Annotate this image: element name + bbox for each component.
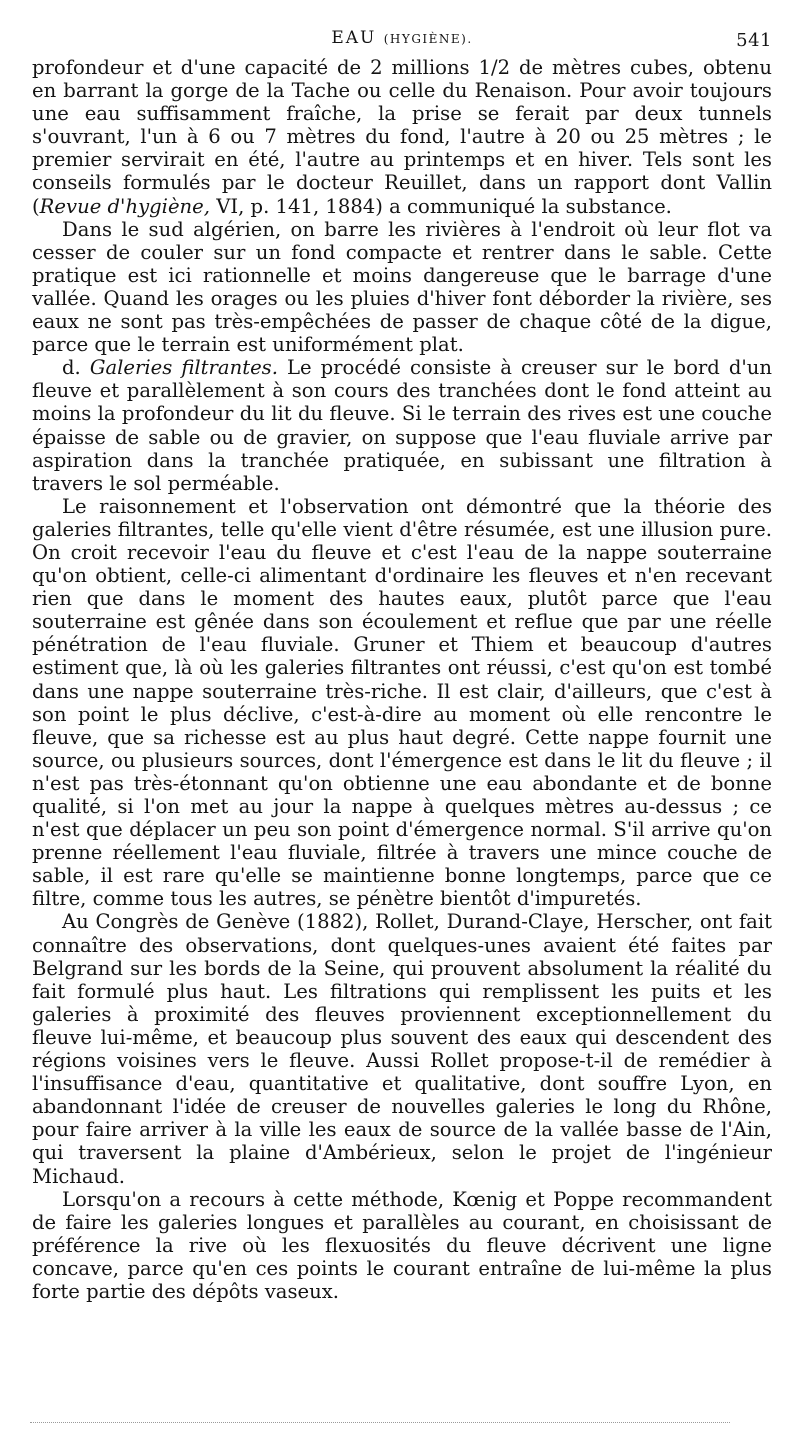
paragraph-text: Lorsqu'on a recours à cette méthode, Kœnig et Poppe recommandent de faire les galeries longues et parallèles au courant, en choisissant de préférence la rive où les flexuosités du fleuve décrivent une ligne concave, parce qu'en ces points le courant entraîne de lui-même la plus forte partie des dépôts vaseux. — [32, 1187, 772, 1303]
paragraph-sud-algerien — [32, 218, 772, 357]
paragraph-text-after: VI, p. 141, 1884) a communiqué la substance. — [209, 194, 672, 218]
header-title: EAU — [331, 28, 377, 48]
journal-title: Revue d'hygiène, — [39, 194, 210, 218]
body-text — [32, 56, 772, 1303]
page-number: 541 — [736, 30, 772, 51]
paragraph-congres-geneve — [32, 910, 772, 1187]
section-label: d. — [62, 356, 81, 380]
paragraph-galeries-filtrantes — [32, 356, 772, 495]
paragraph-raisonnement — [32, 495, 772, 911]
paragraph-text: Au Congrès de Genève (1882), Rollet, Durand-Claye, Herscher, ont fait connaître des observations, dont quelques-unes avaient été faites par Belgrand sur les bords de la Seine, qui prouvent absolument la réalité du fait formulé plus haut. Les filtrations qui remplissent les puits et les galeries à proximité des fleuves proviennent exceptionnellement du fleuve lui-même, et beaucoup plus souvent des eaux qui descendent des régions voisines vers le fleuve. Aussi Rollet propose-t-il de remédier à l'insuffisance d'eau, quantitative et qualitative, dont souffre Lyon, en abandonnant l'idée de creuser de nouvelles galeries le long du Rhône, pour faire arriver à la ville les eaux de source de la vallée basse de l'Ain, qui traversent la plaine d'Ambérieux, selon le projet de l'ingénieur Michaud. — [32, 910, 772, 1188]
header-subtitle: (HYGIÈNE). — [383, 32, 473, 46]
paragraph-continuation — [32, 56, 772, 218]
paragraph-text: Le procédé consiste à creuser sur le bord d'un fleuve et parallèlement à son cours des tranchées dont le fond atteint au moins la profondeur du lit du fleuve. Si le terrain des rives est une couche épaisse de sable ou de gravier, on suppose que l'eau fluviale arrive par aspiration dans la tranchée pratiquée, en subissant une filtration à travers le sol perméable. — [32, 356, 772, 495]
paragraph-text: profondeur et d'une capacité de 2 millions 1/2 de mètres cubes, obtenu en barrant la gorge de la Tache ou celle du Renaison. Pour avoir toujours une eau suffisamment fraîche, la prise se ferait par deux tunnels s'ouvrant, l'un à 6 ou 7 mètres du fond, l'autre à 20 ou 25 mètres ; le premier servirait en été, l'autre au printemps et en hiver. Tels sont les conseils formulés par le docteur Reuillet, dans un rapport dont Vallin ( — [32, 56, 772, 218]
document-page — [32, 22, 772, 1303]
paragraph-koenig-poppe — [32, 1188, 772, 1303]
section-heading: Galeries filtrantes. — [89, 356, 278, 380]
footer-rule — [30, 1422, 730, 1423]
running-header — [32, 22, 772, 56]
running-title — [32, 28, 772, 48]
paragraph-text: Le raisonnement et l'observation ont démontré que la théorie des galeries filtrantes, telle qu'elle vient d'être résumée, est une illusion pure. On croit recevoir l'eau du fleuve et c'est l'eau de la nappe souterraine qu'on obtient, celle-ci alimentant d'ordinaire les fleuves et n'en recevant rien que dans le moment des hautes eaux, plutôt parce que l'eau souterraine est gênée dans son écoulement et reflue que par une réelle pénétration de l'eau fluviale. Gruner et Thiem et beaucoup d'autres estiment que, là où les galeries filtrantes ont réussi, c'est qu'on est tombé dans une nappe souterraine très-riche. Il est clair, d'ailleurs, que c'est à son point le plus déclive, c'est-à-dire au moment où elle rencontre le fleuve, que sa richesse est au plus haut degré. Cette nappe fournit une source, ou plusieurs sources, dont l'émergence est dans le lit du fleuve ; il n'est pas très-étonnant qu'on obtienne une eau abondante et de bonne qualité, si l'on met au jour la nappe à quelques mètres au-dessus ; ce n'est que déplacer un peu son point d'émergence normal. S'il arrive qu'on prenne réellement l'eau fluviale, filtrée à travers une mince couche de sable, il est rare qu'elle se maintienne bonne longtemps, parce que ce filtre, comme tous les autres, se pénètre bientôt d'impuretés. — [32, 494, 772, 911]
paragraph-text: Dans le sud algérien, on barre les rivières à l'endroit où leur flot va cesser de couler sur un fond compacte et rentrer dans le sable. Cette pratique est ici rationnelle et moins dangereuse que le barrage d'une vallée. Quand les orages ou les pluies d'hiver font déborder la rivière, ses eaux ne sont pas très-empêchées de passer de chaque côté de la digue, parce que le terrain est uniformément plat. — [32, 217, 772, 357]
